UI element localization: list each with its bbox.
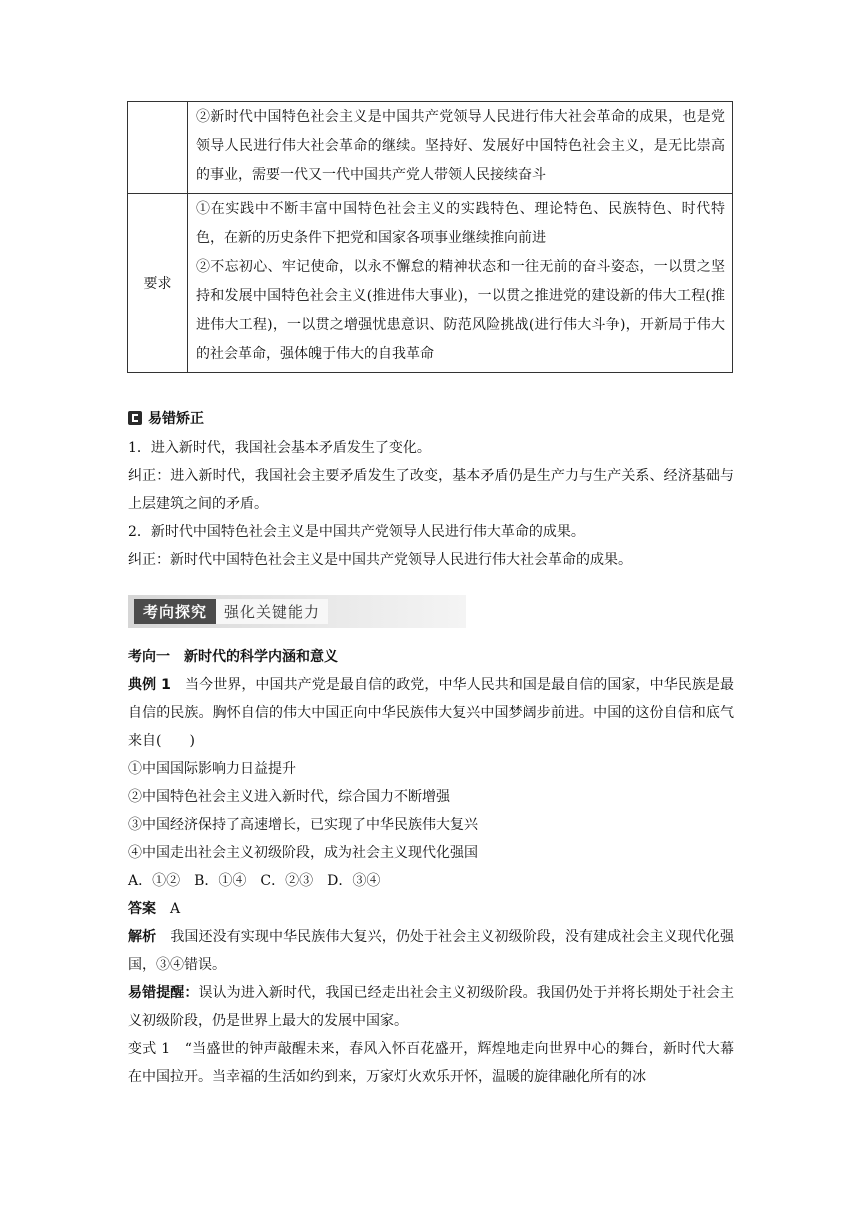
answer-label: 答案 (128, 901, 156, 917)
table-row (128, 194, 733, 373)
table-row (128, 102, 733, 194)
table-paragraph: ②不忘初心、牢记使命，以永不懈怠的精神状态和一往无前的奋斗姿态，一以贯之坚持和发展中国特色社会主义(推进伟大事业)，一以贯之推进党的建设新的伟大工程(推进伟大工程)，一以贯之增强忧患意识、防范风险挑战(进行伟大斗争)，开新局于伟大的社会革命，强体魄于伟大的自我革命 (196, 259, 725, 362)
table-paragraph: ①在实践中不断丰富中国特色社会主义的实践特色、理论特色、民族特色、时代特色，在新的历史条件下把党和国家各项事业继续推向前进 (196, 201, 725, 246)
analysis-paragraph (128, 923, 734, 979)
section-marker-icon (128, 411, 142, 425)
tip-text: 误认为进入新时代，我国已经走出社会主义初级阶段。我国仍处于并将长期处于社会主义初级阶段，仍是世界上最大的发展中国家。 (128, 985, 735, 1029)
table-row-content (188, 102, 733, 194)
example-paragraph (128, 671, 734, 755)
correction-title: 易错矫正 (148, 411, 204, 427)
example-label: 典例 1 (128, 677, 171, 693)
answer-choices: A．①② B．①④ C．②③ D．③④ (128, 873, 381, 889)
banner-main: 考向探究 (134, 599, 216, 624)
table-row-label: 要求 (128, 194, 188, 373)
analysis-text: 我国还没有实现中华民族伟大复兴，仍处于社会主义初级阶段，没有建成社会主义现代化强国，③④错误。 (128, 929, 735, 973)
variant-label: 变式 1 (128, 1041, 171, 1057)
table-paragraph: ②新时代中国特色社会主义是中国共产党领导人民进行伟大社会革命的成果，也是党领导人民进行伟大社会革命的继续。坚持好、发展好中国特色社会主义，是无比崇高的事业，需要一代又一代中国共产党人带领人民接续奋斗 (196, 109, 725, 183)
correction-fix: 纠正：进入新时代，我国社会主要矛盾发生了改变，基本矛盾仍是生产力与生产关系、经济基础与上层建筑之间的矛盾。 (128, 468, 734, 512)
answer-value: A (170, 901, 181, 917)
summary-table (127, 101, 733, 373)
variant-text: “当盛世的钟声敲醒未来，春风入怀百花盛开，辉煌地走向世界中心的舞台，新时代大幕在中国拉开。当幸福的生活如约到来，万家灯火欢乐开怀，温暖的旋律融化所有的冰 (128, 1041, 735, 1085)
correction-statement: 2．新时代中国特色社会主义是中国共产党领导人民进行伟大革命的成果。 (128, 524, 585, 540)
banner-sub: 强化关键能力 (216, 599, 328, 624)
section-heading: 考向一 新时代的科学内涵和意义 (128, 649, 338, 665)
tip-paragraph (128, 979, 734, 1035)
option-item: ①中国国际影响力日益提升 (128, 761, 296, 777)
example-block (128, 643, 734, 1091)
correction-fix: 纠正：新时代中国特色社会主义是中国共产党领导人民进行伟大社会革命的成果。 (128, 552, 632, 568)
correction-heading (128, 408, 204, 428)
variant-paragraph (128, 1035, 734, 1091)
correction-statement: 1．进入新时代，我国社会基本矛盾发生了变化。 (128, 440, 431, 456)
option-item: ③中国经济保持了高速增长，已实现了中华民族伟大复兴 (128, 817, 478, 833)
option-item: ④中国走出社会主义初级阶段，成为社会主义现代化强国 (128, 845, 478, 861)
table-row-label (128, 102, 188, 194)
answer-line (128, 895, 734, 923)
option-item: ②中国特色社会主义进入新时代，综合国力不断增强 (128, 789, 450, 805)
section-banner (128, 595, 466, 628)
example-text: 当今世界，中国共产党是最自信的政党，中华人民共和国是最自信的国家，中华民族是最自信的民族。胸怀自信的伟大中国正向中华民族伟大复兴中国梦阔步前进。中国的这份自信和底气来自( ) (128, 677, 735, 749)
tip-label: 易错提醒： (128, 985, 199, 1001)
analysis-label: 解析 (128, 929, 157, 945)
table-row-content (188, 194, 733, 373)
correction-block (128, 434, 734, 574)
